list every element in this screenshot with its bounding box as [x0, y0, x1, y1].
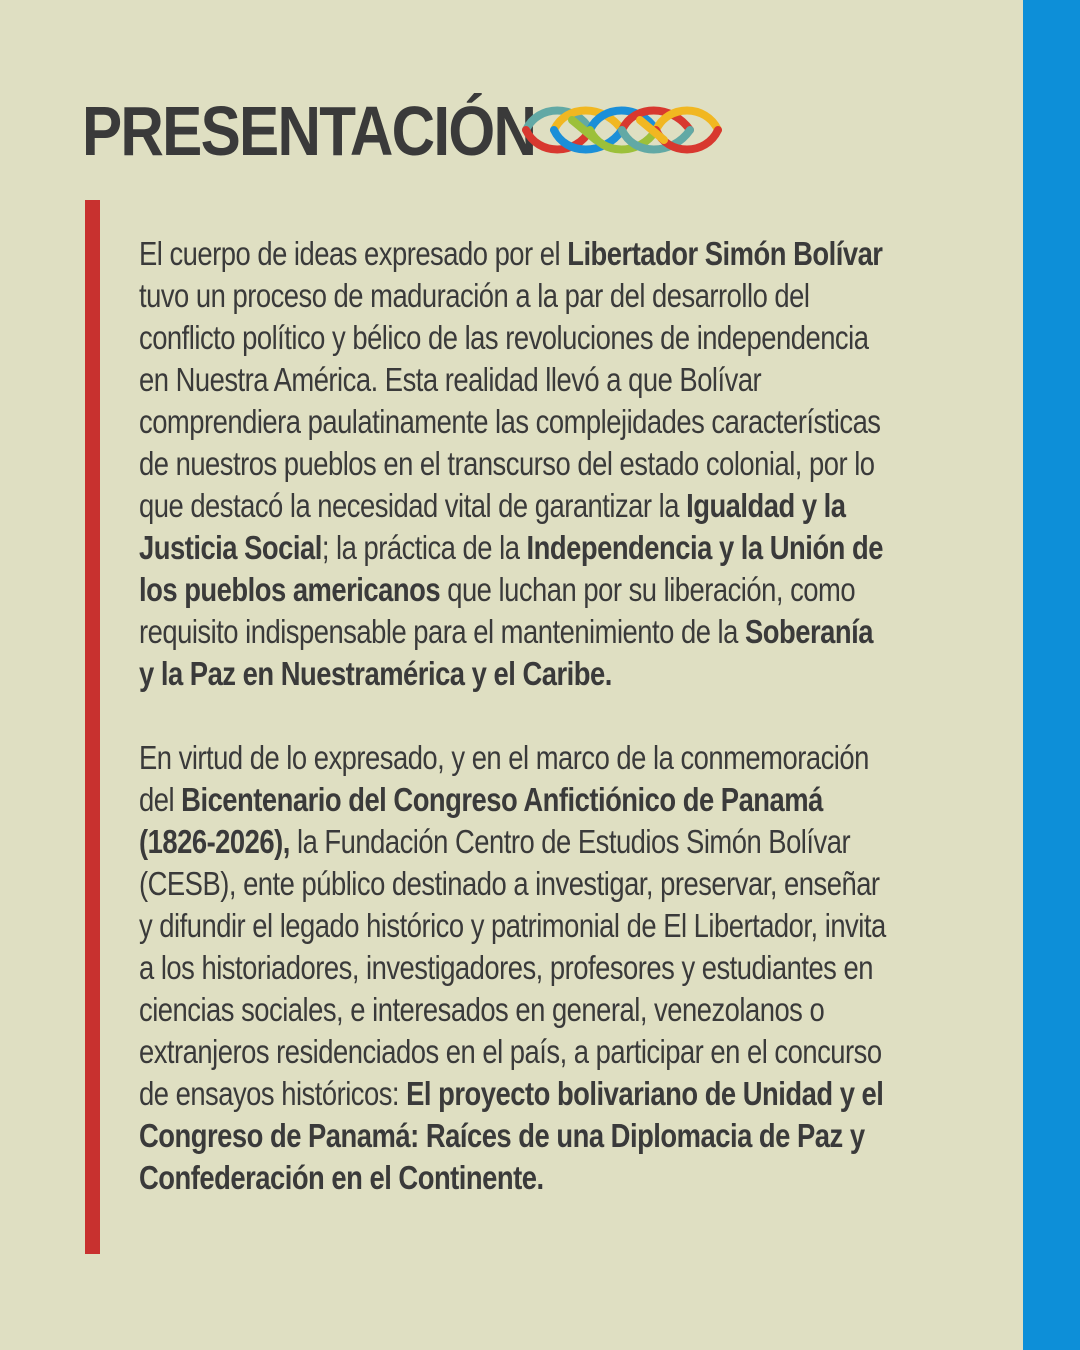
text-run: que luchan por su liberación, como requisito indispensable para el mantenimiento de la — [139, 571, 856, 650]
braided-chain-icon — [518, 100, 726, 160]
text-run: la Fundación Centro de Estudios Simón Bolívar (CESB), ente público destinado a investigar, preservar, enseñar y difundir el legado histórico y patrimonial de El Libertador, invita a los historiadores, investigadores, profesores y estudiantes en ciencias sociales, e interesados en general, venezolanos o extranjeros residenciados en el país, a participar en el concurso de ensayos históricos: — [139, 823, 886, 1112]
right-blue-bar — [1023, 0, 1080, 1350]
emphasis-text: Independencia y la Unión de los pueblos americanos — [139, 529, 883, 608]
presentation-text — [139, 233, 886, 1199]
emphasis-text: Libertador Simón Bolívar — [567, 235, 883, 272]
text-run: El cuerpo de ideas expresado por el — [139, 235, 568, 272]
emphasis-text: Soberanía y la Paz en Nuestramérica y el Caribe. — [139, 613, 873, 692]
emphasis-text: El proyecto bolivariano de Unidad y el Congreso de Panamá: Raíces de una Diplomacia de Paz y Confederación en el Continente. — [139, 1075, 884, 1196]
text-run: En virtud de lo expresado, y en el marco de la conmemoración del — [139, 739, 869, 818]
left-red-accent-bar — [85, 200, 100, 1254]
paragraph-2 — [139, 737, 886, 1199]
text-run: ; la práctica de la — [321, 529, 527, 566]
page-title: PRESENTACIÓN — [82, 92, 536, 170]
emphasis-text: Igualdad y la Justicia Social — [139, 487, 846, 566]
paragraph-1 — [139, 233, 886, 695]
text-run: tuvo un proceso de maduración a la par del desarrollo del conflicto político y bélico de las revoluciones de independencia en Nuestra América. Esta realidad llevó a que Bolívar comprendiera paulatinamente las complejidades características de nuestros pueblos en el transcurso del estado colonial, por lo que destacó la necesidad vital de garantizar la — [139, 277, 881, 524]
emphasis-text: Bicentenario del Congreso Anfictiónico de Panamá (1826-2026), — [139, 781, 823, 860]
